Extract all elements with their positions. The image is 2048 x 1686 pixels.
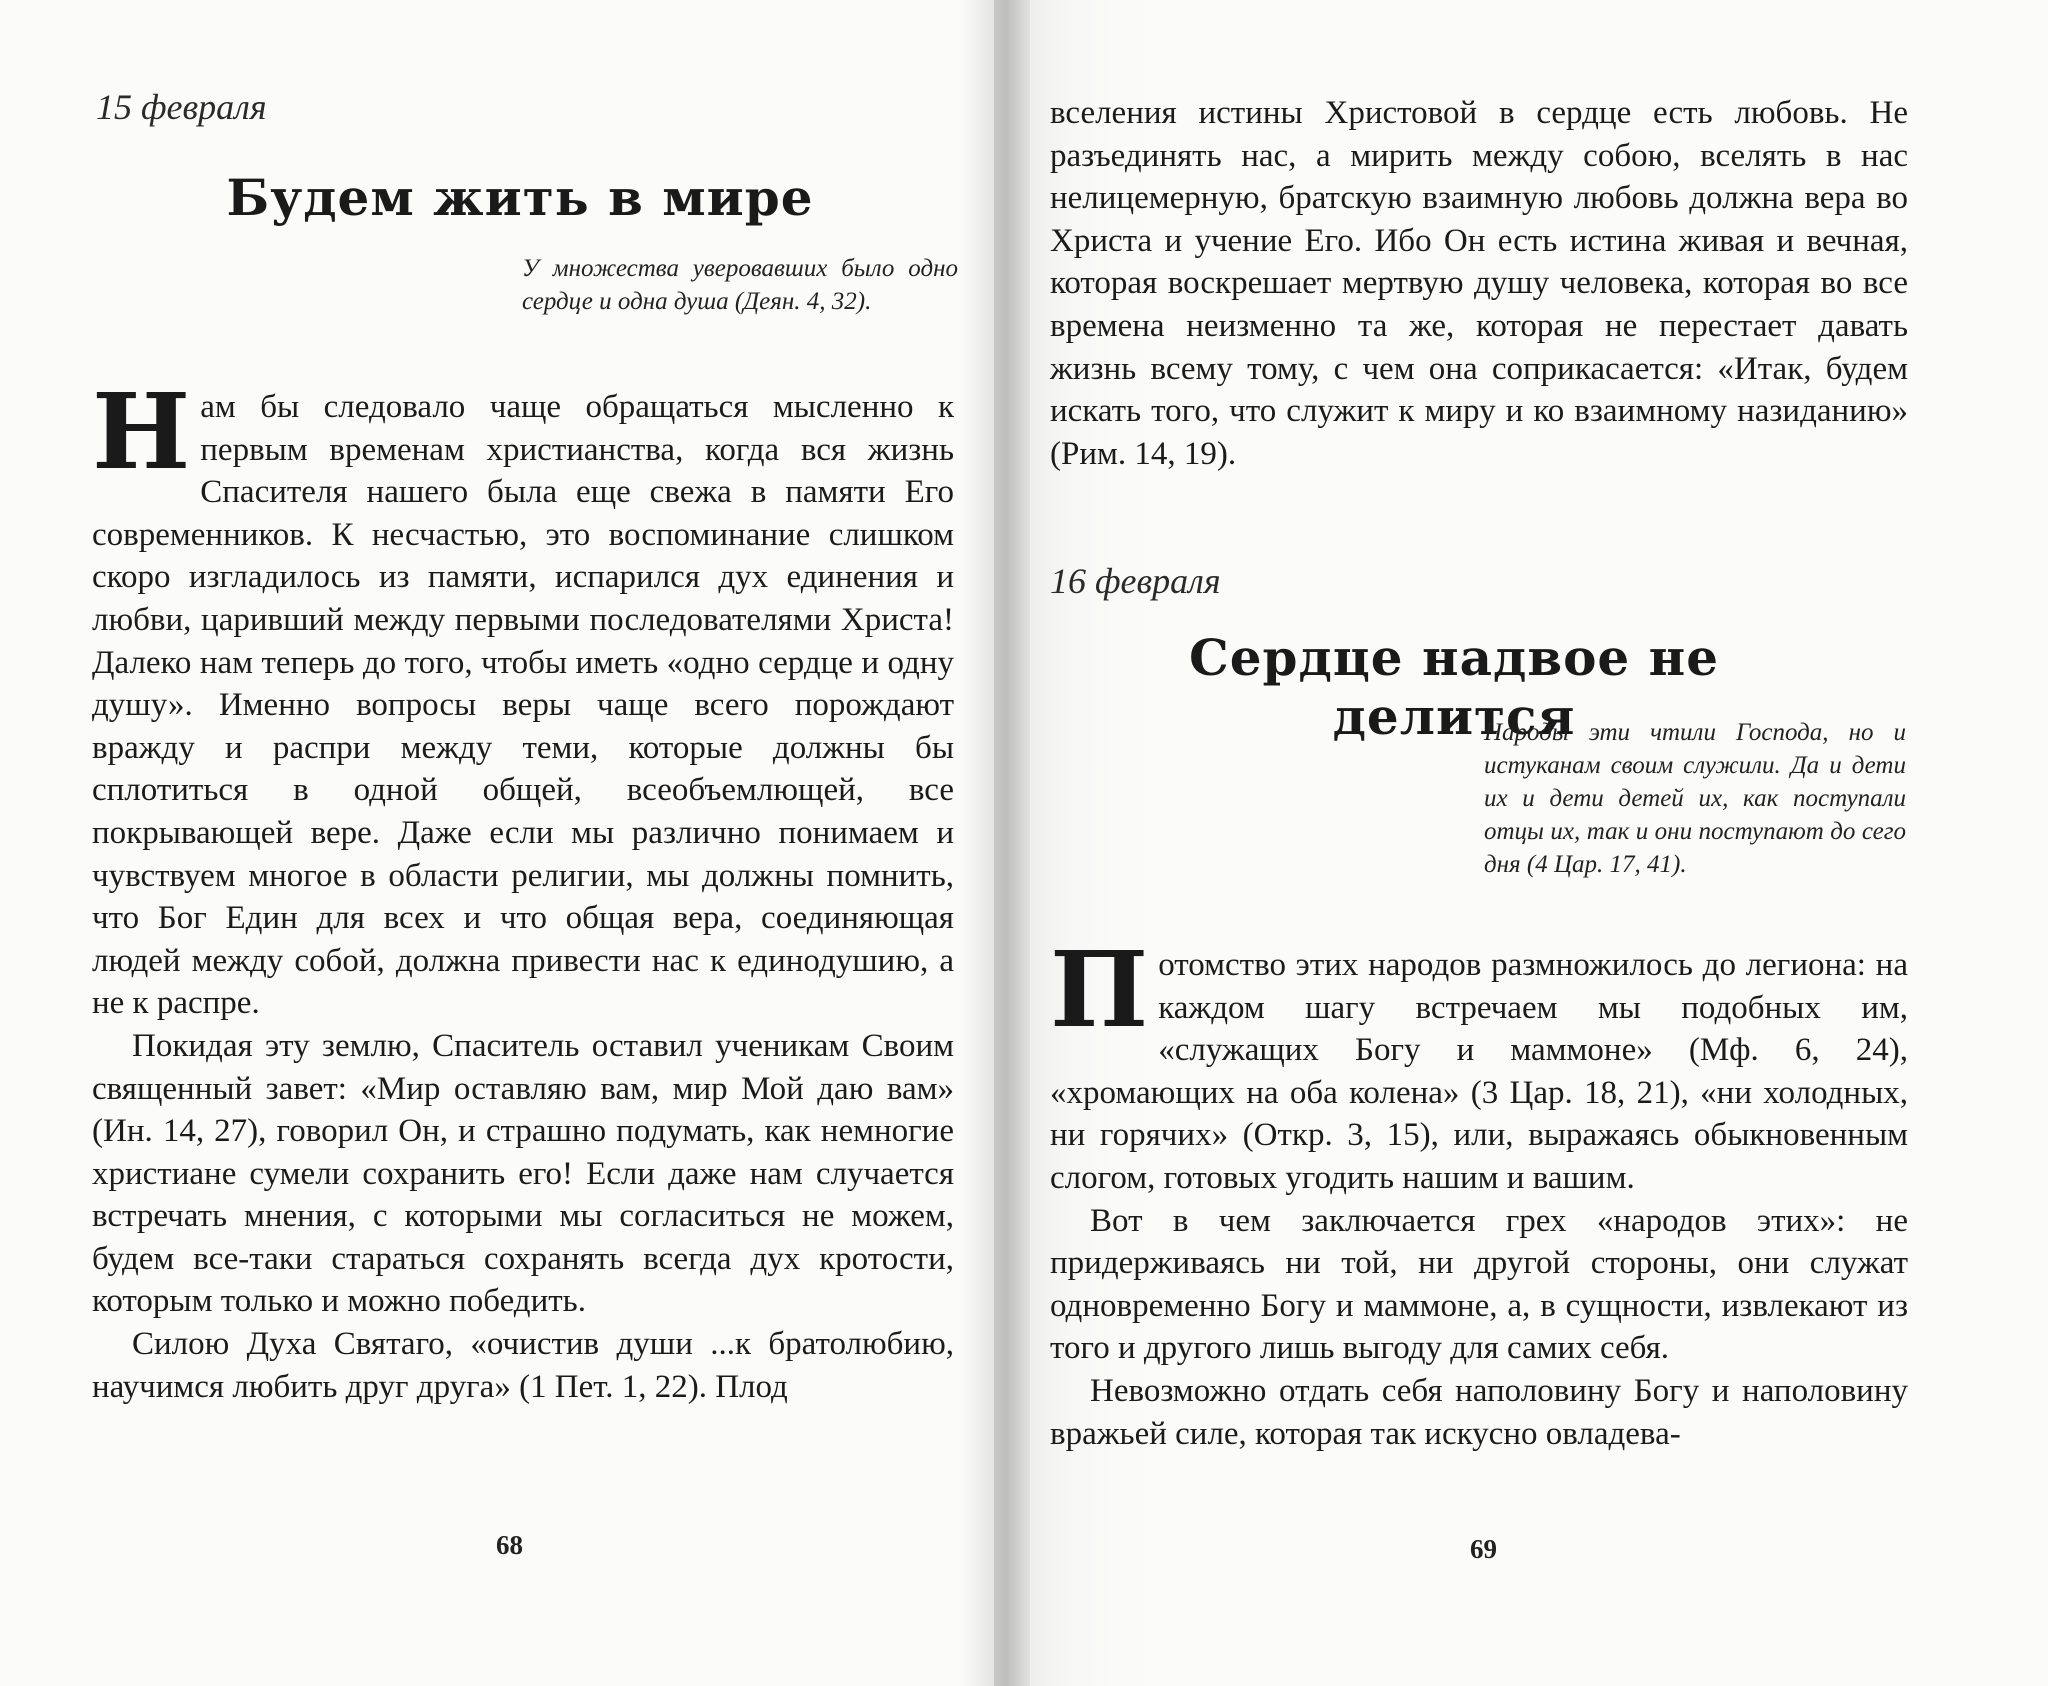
drop-cap: П — [1050, 928, 1149, 1051]
epigraph: Народы эти чтили Господа, но и истуканам своим служили. Да и дети их и дети детей их, как поступали отцы их, так и они поступают до сего дня (4 Цар. 17, 41). — [1484, 719, 1906, 878]
paragraph: Покидая эту землю, Спаситель оставил ученикам Своим священный завет: «Мир оставляю вам, мир Мой даю вам» (Ин. 14, 27), говорил Он, и страшно подумать, как немногие христиане сумели сохранить его! Если даже нам случается встречать мнения, с которыми мы согласиться не можем, будем все-таки стараться сохранять всегда дух кротости, которым только и можно победить. — [92, 1027, 954, 1320]
continued-text: вселения истины Христовой в сердце есть любовь. Не разъединять нас, а мирить между собою, вселять в нас нелицемерную, братскую взаимную любовь должна вера во Христа и учение Его. Ибо Он есть истина живая и вечная, которая воскрешает мертвую душу человека, которая во все времена неизменно та же, которая не перестает давать жизнь всему тому, с чем она соприкасается: «Итак, будем искать того, что служит к миру и ко взаимному назиданию» (Рим. 14, 19). — [1050, 95, 1908, 472]
right-page — [994, 0, 2048, 1686]
paragraph: ам бы следовало чаще обращаться мысленно к первым временам христианства, когда вся жизнь Спасителя нашего была еще свежа в памяти Его современников. К несчастью, это воспоминание слишком скоро изгладилось из памяти, испарился дух единения и любви, царивший между первыми последователями Христа! Далеко нам теперь до того, чтобы иметь «одно сердце и одну душу». Именно вопросы веры чаще всего порождают вражду и распри между теми, которые должны бы сплотиться в одной общей, всеобъемлющей, все покрывающей вере. Даже если мы различно понимаем и чувствуем многое в области религии, мы должны помнить, что Бог Един для всех и что общая вера, соединяющая людей между собой, должна привести нас к единодушию, а не к распре. — [92, 389, 954, 1022]
left-page — [0, 0, 994, 1686]
page-number: 68 — [496, 1530, 523, 1560]
paragraph: Вот в чем заключается грех «народов этих»: не придерживаясь ни той, ни другой стороны, они служат одновременно Богу и маммоне, а, в сущности, извлекают из того и другого лишь выгоду для самих себя. — [1050, 1202, 1908, 1367]
paragraph: Силою Духа Святаго, «очистив души ...к братолюбию, научимся любить друг друга» (1 Пет. 1, 22). Плод — [92, 1326, 954, 1405]
epigraph: У множества уверовавших было одно сердце и одна душа (Деян. 4, 32). — [522, 255, 958, 315]
section-title: Будем жить в мире — [226, 168, 814, 227]
book-gutter — [960, 0, 1030, 1686]
body-text — [1050, 928, 1908, 1455]
section-title: Сердце надвое не делится — [1188, 628, 1720, 746]
body-text — [92, 370, 954, 1408]
page-number: 69 — [1470, 1534, 1497, 1564]
paragraph: отомство этих народов размножилось до легиона: на каждом шагу встречаем мы подобных им, «служащих Богу и маммоне» (Мф. 6, 24), «хромающих на оба колена» (3 Цар. 18, 21), «ни холодных, ни горячих» (Откр. 3, 15), или, выражаясь обыкновенным слогом, готовых угодить нашим и вашим. — [1050, 947, 1908, 1196]
paragraph: Невозможно отдать себя наполовину Богу и наполовину вражьей силе, которая так искусно овладева- — [1050, 1372, 1908, 1452]
drop-cap: Н — [92, 370, 191, 493]
date-heading: 15 февраля — [96, 87, 267, 127]
date-heading: 16 февраля — [1050, 561, 1221, 601]
